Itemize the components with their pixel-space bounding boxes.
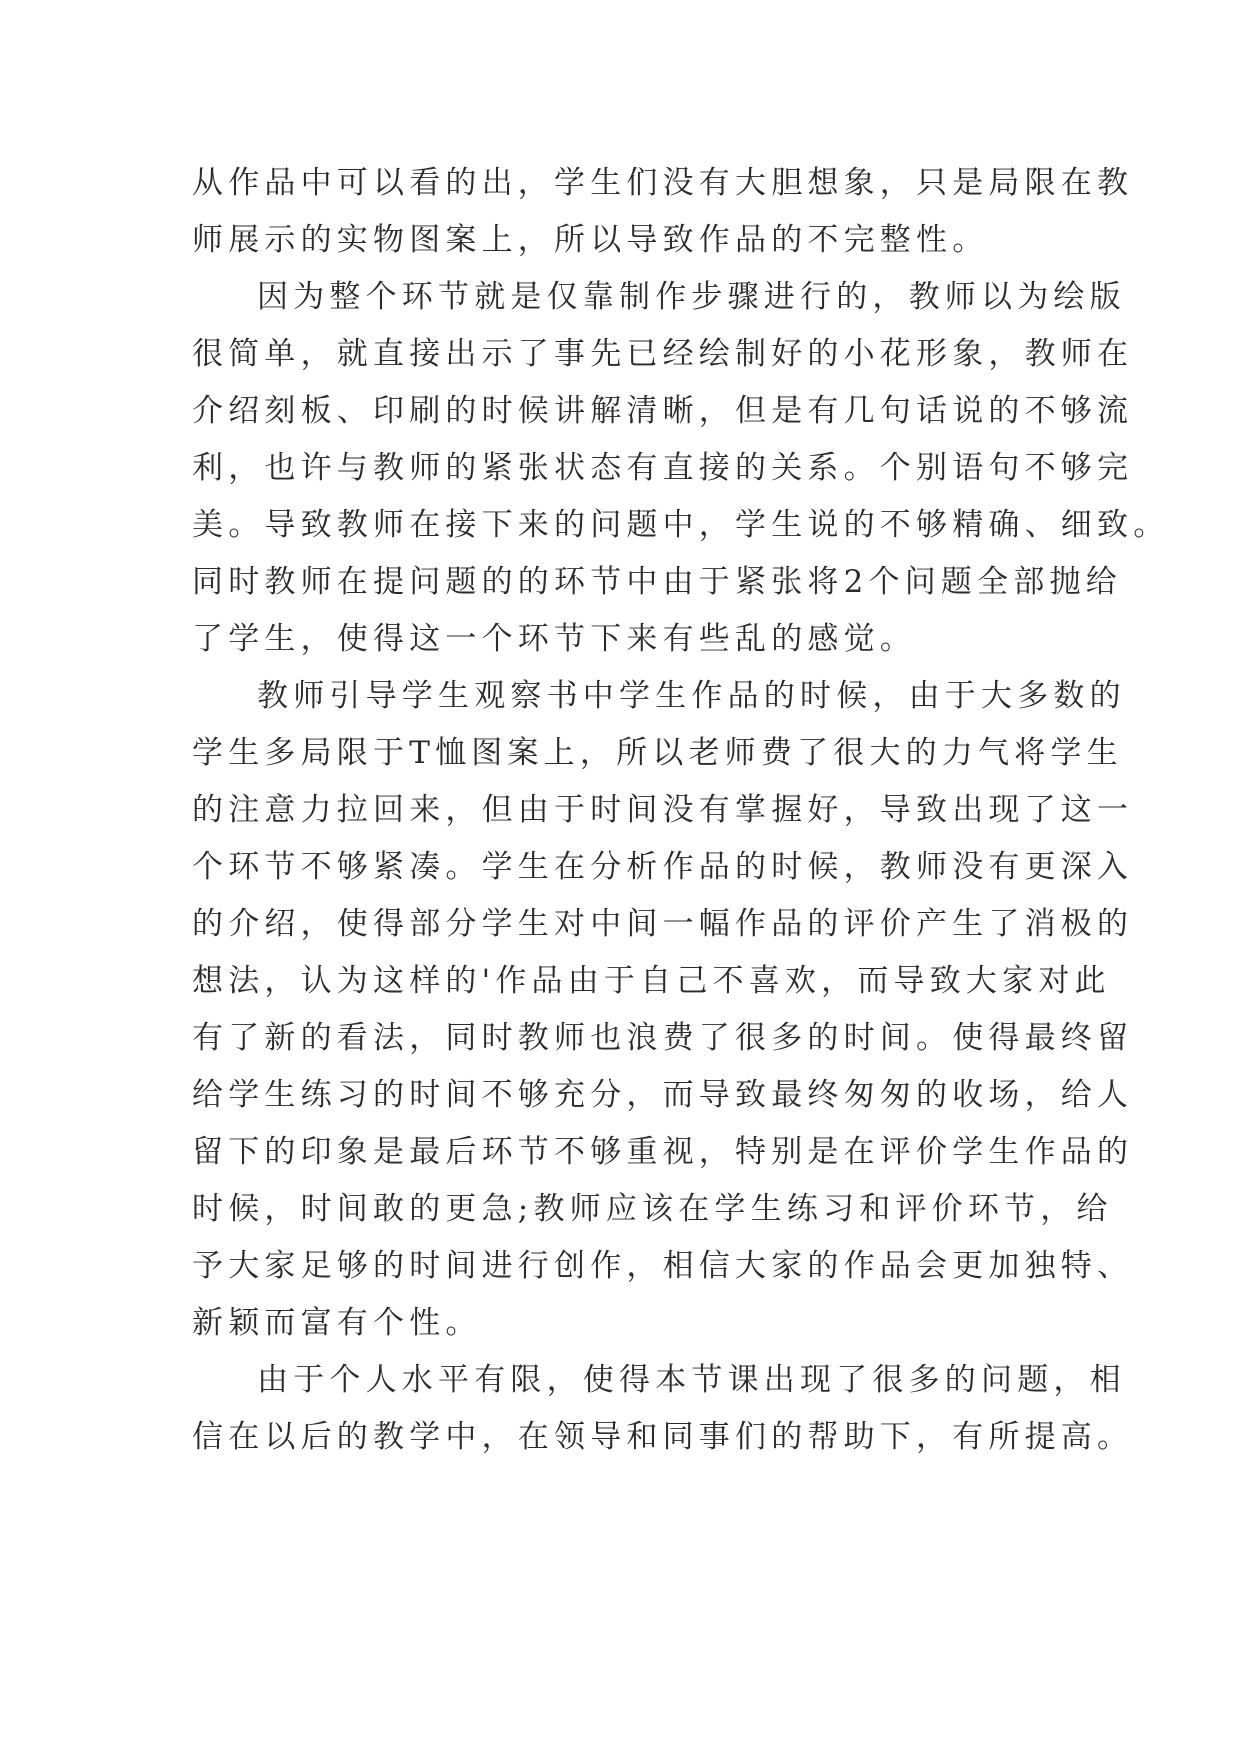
text-line: 信在以后的教学中，在领导和同事们的帮助下，有所提高。 bbox=[192, 1419, 1134, 1455]
text-line: 美。导致教师在接下来的问题中，学生说的不够精确、细致。 bbox=[192, 507, 1170, 543]
text-line: 师展示的实物图案上，所以导致作品的不完整性。 bbox=[192, 222, 989, 258]
text-line: 新颖而富有个性。 bbox=[192, 1305, 482, 1341]
paragraph-first-line: 教师引导学生观察书中学生作品的时候，由于大多数的 bbox=[257, 678, 1126, 714]
text-line: 很简单，就直接出示了事先已经绘制好的小花形象，教师在 bbox=[192, 336, 1134, 372]
text-line: 给学生练习的时间不够充分，而导致最终匆匆的收场，给人 bbox=[192, 1077, 1134, 1113]
text-line: 时候，时间敢的更急;教师应该在学生练习和评价环节，给 bbox=[192, 1191, 1113, 1227]
text-line: 的介绍，使得部分学生对中间一幅作品的评价产生了消极的 bbox=[192, 906, 1134, 942]
text-line: 介绍刻板、印刷的时候讲解清晰，但是有几句话说的不够流 bbox=[192, 393, 1134, 429]
text-line: 同时教师在提问题的的环节中由于紧张将2个问题全部抛给 bbox=[192, 564, 1122, 600]
text-line: 个环节不够紧凑。学生在分析作品的时候，教师没有更深入 bbox=[192, 849, 1134, 885]
paragraph-first-line: 由于个人水平有限，使得本节课出现了很多的问题，相 bbox=[257, 1362, 1126, 1398]
text-line: 予大家足够的时间进行创作，相信大家的作品会更加独特、 bbox=[192, 1248, 1134, 1284]
text-line: 从作品中可以看的出，学生们没有大胆想象，只是局限在教 bbox=[192, 165, 1134, 201]
text-line: 了学生，使得这一个环节下来有些乱的感觉。 bbox=[192, 621, 916, 657]
text-line: 有了新的看法，同时教师也浪费了很多的时间。使得最终留 bbox=[192, 1020, 1134, 1056]
text-line: 留下的印象是最后环节不够重视，特别是在评价学生作品的 bbox=[192, 1134, 1134, 1170]
text-line: 想法，认为这样的'作品由于自己不喜欢，而导致大家对此 bbox=[192, 963, 1111, 999]
text-line: 利，也许与教师的紧张状态有直接的关系。个别语句不够完 bbox=[192, 450, 1134, 486]
text-line: 学生多局限于T恤图案上，所以老师费了很大的力气将学生 bbox=[192, 735, 1123, 771]
paragraph-first-line: 因为整个环节就是仅靠制作步骤进行的，教师以为绘版 bbox=[257, 279, 1126, 315]
text-line: 的注意力拉回来，但由于时间没有掌握好，导致出现了这一 bbox=[192, 792, 1134, 828]
